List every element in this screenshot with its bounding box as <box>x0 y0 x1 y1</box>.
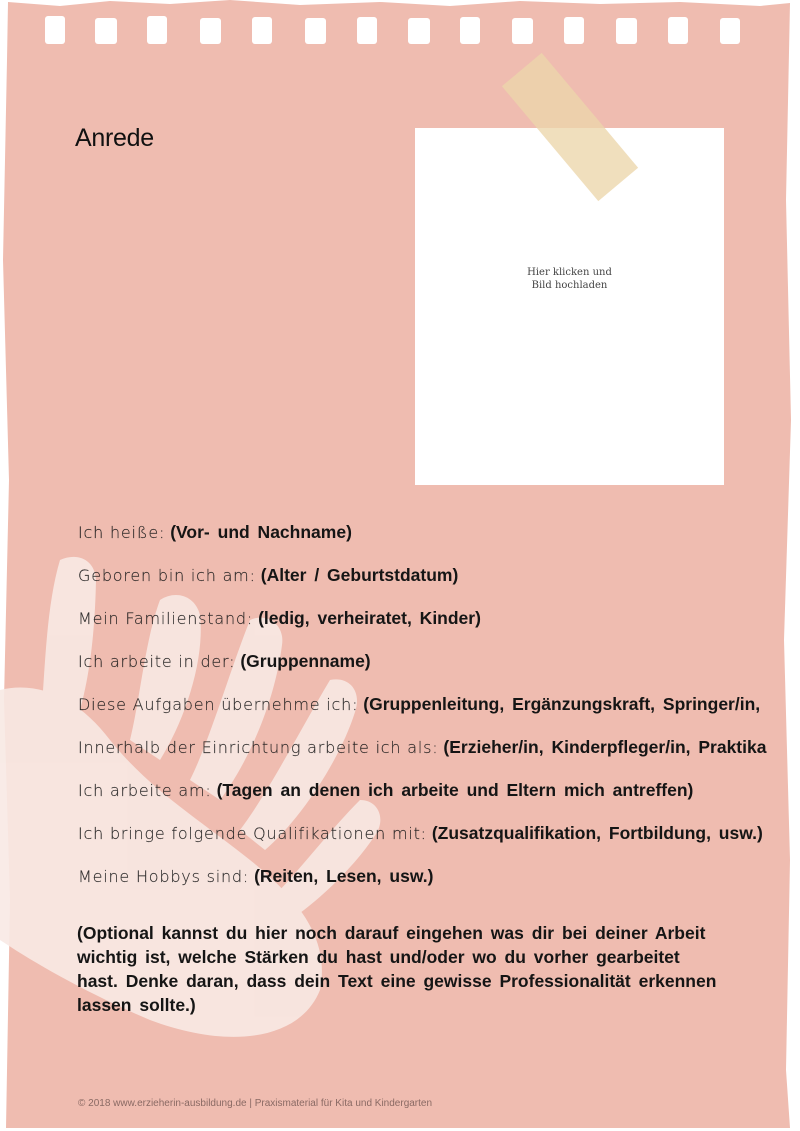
closing-line-3: hast. Denke daran, dass dein Text eine gewisse Professionalität erkennen <box>77 971 717 991</box>
field-row-workdays <box>78 780 693 806</box>
closing-line-2: wichtig ist, welche Stärken du hast und/oder wo du vorher gearbeitet <box>77 947 680 967</box>
field-row-marital-status <box>78 608 481 634</box>
field-row-birth <box>78 565 458 591</box>
field-row-qualifications <box>78 823 763 849</box>
field-label: Ich arbeite in der: <box>78 652 236 671</box>
field-value[interactable]: (Vor- und Nachname) <box>170 522 352 542</box>
field-row-hobbies <box>78 866 433 892</box>
field-row-tasks <box>78 694 760 720</box>
field-value[interactable]: (Gruppenleitung, Ergänzungskraft, Springer/in, <box>363 694 761 714</box>
field-value[interactable]: (Reiten, Lesen, usw.) <box>254 866 434 886</box>
field-label: Innerhalb der Einrichtung arbeite ich als: <box>78 738 439 757</box>
field-value[interactable]: (Zusatzqualifikation, Fortbildung, usw.) <box>431 823 763 843</box>
photo-upload-line-1: Hier klicken und <box>527 267 612 278</box>
photo-upload-hint[interactable] <box>415 266 724 292</box>
field-row-role <box>78 737 766 763</box>
field-label: Diese Aufgaben übernehme ich: <box>78 695 359 714</box>
closing-line-1: (Optional kannst du hier noch darauf eingehen was dir bei deiner Arbeit <box>77 923 706 943</box>
field-value[interactable]: (Tagen an denen ich arbeite und Eltern mich antreffen) <box>216 780 694 800</box>
field-label: Mein Familienstand: <box>78 609 254 628</box>
field-value[interactable]: (Erzieher/in, Kinderpfleger/in, Praktika <box>443 737 767 757</box>
footer-copyright: © 2018 www.erzieherin-ausbildung.de | Praxismaterial für Kita und Kindergarten <box>78 1098 433 1109</box>
field-value[interactable]: (ledig, verheiratet, Kinder) <box>258 608 481 628</box>
closing-line-4: lassen sollte.) <box>77 995 196 1015</box>
field-label: Ich heiße: <box>78 523 166 542</box>
field-label: Ich bringe folgende Qualifikationen mit: <box>78 824 427 843</box>
field-label: Geboren bin ich am: <box>78 566 256 585</box>
field-label: Ich arbeite am: <box>78 781 212 800</box>
field-value[interactable]: (Gruppenname) <box>240 651 371 671</box>
photo-upload-line-2: Bild hochladen <box>531 280 608 291</box>
closing-paragraph[interactable] <box>77 921 727 1017</box>
page-title: Anrede <box>75 124 154 152</box>
field-row-name <box>78 522 352 548</box>
field-label: Meine Hobbys sind: <box>78 867 250 886</box>
field-value[interactable]: (Alter / Geburtstdatum) <box>260 565 459 585</box>
photo-upload-area[interactable] <box>415 128 724 485</box>
field-row-group <box>78 651 371 677</box>
